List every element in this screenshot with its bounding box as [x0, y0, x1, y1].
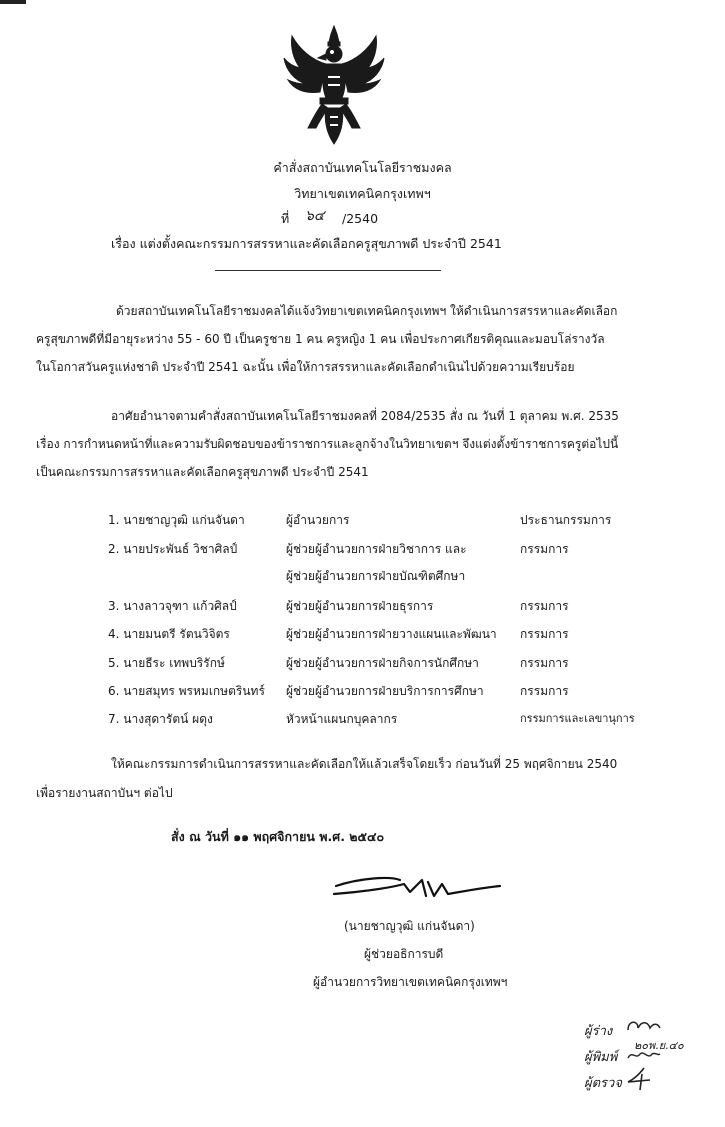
committee-member-position: ผู้อำนวยการ [286, 513, 350, 527]
committee-member-name: 5. นายธีระ เทพบริรักษ์ [108, 656, 225, 670]
committee-member-role: กรรมการ [520, 599, 569, 613]
closing-line2: เพื่อรายงานสถาบันฯ ต่อไป [36, 786, 173, 800]
checker-initials-icon [624, 1066, 654, 1092]
committee-member-role: กรรมการ [520, 684, 569, 698]
committee-member-role: กรรมการ [520, 656, 569, 670]
committee-member-position: ผู้ช่วยผู้อำนวยการฝ่ายบริการการศึกษา [286, 684, 484, 698]
paragraph2-line1: อาศัยอำนาจตามคำสั่งสถาบันเทคโนโลยีราชมงคลที่ 2084/2535 สั่ง ณ วันที่ 1 ตุลาคม พ.ศ. 2535 [111, 409, 619, 423]
checker-label: ผู้ตรวจ [584, 1076, 622, 1091]
signatory-title-1: ผู้ช่วยอธิการบดี [364, 947, 444, 961]
drafter-date: ๒๐พ.ย.๔๐ [634, 1039, 684, 1052]
order-number-handwritten: ๖๔ [305, 208, 325, 224]
committee-member-position: หัวหน้าแผนกบุคลากร [286, 712, 398, 726]
order-number-prefix: ที่ [281, 211, 290, 226]
committee-member-role: กรรมการและเลขานุการ [520, 712, 635, 725]
committee-member-name: 7. นางสุดารัตน์ ผดุง [108, 712, 213, 726]
paragraph1-line3: ในโอกาสวันครูแห่งชาติ ประจำปี 2541 ฉะนั้น เพื่อให้การสรรหาและคัดเลือกดำเนินไปด้วยความเรียบร้อย [36, 360, 575, 374]
typist-initials-icon [626, 1046, 662, 1064]
paragraph1-line1: ด้วยสถาบันเทคโนโลยีราชมงคลได้แจ้งวิทยาเขตเทคนิคกรุงเทพฯ ให้ดำเนินการสรรหาและคัดเลือก [116, 304, 618, 318]
committee-member-position: ผู้ช่วยผู้อำนวยการฝ่ายวางแผนและพัฒนา [286, 627, 497, 641]
closing-line1: ให้คณะกรรมการดำเนินการสรรหาและคัดเลือกให้แล้วเสร็จโดยเร็ว ก่อนวันที่ 25 พฤศจิกายน 2540 [111, 757, 618, 771]
committee-member-name: 1. นายชาญวุฒิ แก่นจันดา [108, 513, 245, 527]
drafter-label: ผู้ร่าง [584, 1024, 613, 1039]
paragraph1-line2: ครูสุขภาพดีที่มีอายุระหว่าง 55 - 60 ปี เป็นครูชาย 1 คน ครูหญิง 1 คน เพื่อประกาศเกียรติคุณและมอบโล่รางวัล [36, 332, 605, 346]
committee-member-role: ประธานกรรมการ [520, 513, 612, 527]
order-title-institute: คำสั่งสถาบันเทคโนโลยีราชมงคล [273, 160, 452, 175]
paragraph2-line2: เรื่อง การกำหนดหน้าที่และความรับผิดชอบของข้าราชการและลูกจ้างในวิทยาเขตฯ จึงแต่งตั้งข้าราชการครูต่อไปนี้ [36, 437, 619, 451]
order-number-year: /2540 [342, 211, 379, 226]
signatory-name: (นายชาญวุฒิ แก่นจันดา) [344, 919, 475, 933]
committee-member-position: ผู้ช่วยผู้อำนวยการฝ่ายธุรการ [286, 599, 434, 613]
scan-edge-mark [0, 0, 26, 4]
committee-member-name: 3. นางลาวจุฑา แก้วศิลป์ [108, 599, 237, 613]
committee-member-name: 2. นายประพันธ์ วิชาศิลป์ [108, 542, 238, 556]
header-divider [215, 270, 441, 271]
committee-member-position: ผู้ช่วยผู้อำนวยการฝ่ายวิชาการ และ [286, 542, 467, 556]
committee-member-name: 4. นายมนตรี รัตนวิจิตร [108, 627, 230, 641]
signatory-title-2: ผู้อำนวยการวิทยาเขตเทคนิคกรุงเทพฯ [313, 975, 508, 989]
order-subject: เรื่อง แต่งตั้งคณะกรรมการสรรหาและคัดเลือกครูสุขภาพดี ประจำปี 2541 [111, 236, 502, 251]
committee-member-role: กรรมการ [520, 627, 569, 641]
committee-member-position-2: ผู้ช่วยผู้อำนวยการฝ่ายบัณฑิตศึกษา [286, 569, 466, 583]
paragraph2-line3: เป็นคณะกรรมการสรรหาและคัดเลือกครูสุขภาพดี ประจำปี 2541 [36, 465, 369, 479]
drafter-initials-icon [624, 1016, 664, 1036]
order-title-campus: วิทยาเขตเทคนิคกรุงเทพฯ [294, 186, 431, 201]
committee-member-name: 6. นายสมุทร พรหมเกษตรินทร์ [108, 684, 265, 698]
garuda-emblem-icon [282, 24, 386, 146]
typist-label: ผู้พิมพ์ [584, 1050, 618, 1065]
handwritten-signature-icon [330, 868, 510, 908]
committee-member-role: กรรมการ [520, 542, 569, 556]
committee-member-position: ผู้ช่วยผู้อำนวยการฝ่ายกิจการนักศึกษา [286, 656, 479, 670]
order-date: สั่ง ณ วันที่ ๑๑ พฤศจิกายน พ.ศ. ๒๕๔๐ [171, 829, 385, 844]
